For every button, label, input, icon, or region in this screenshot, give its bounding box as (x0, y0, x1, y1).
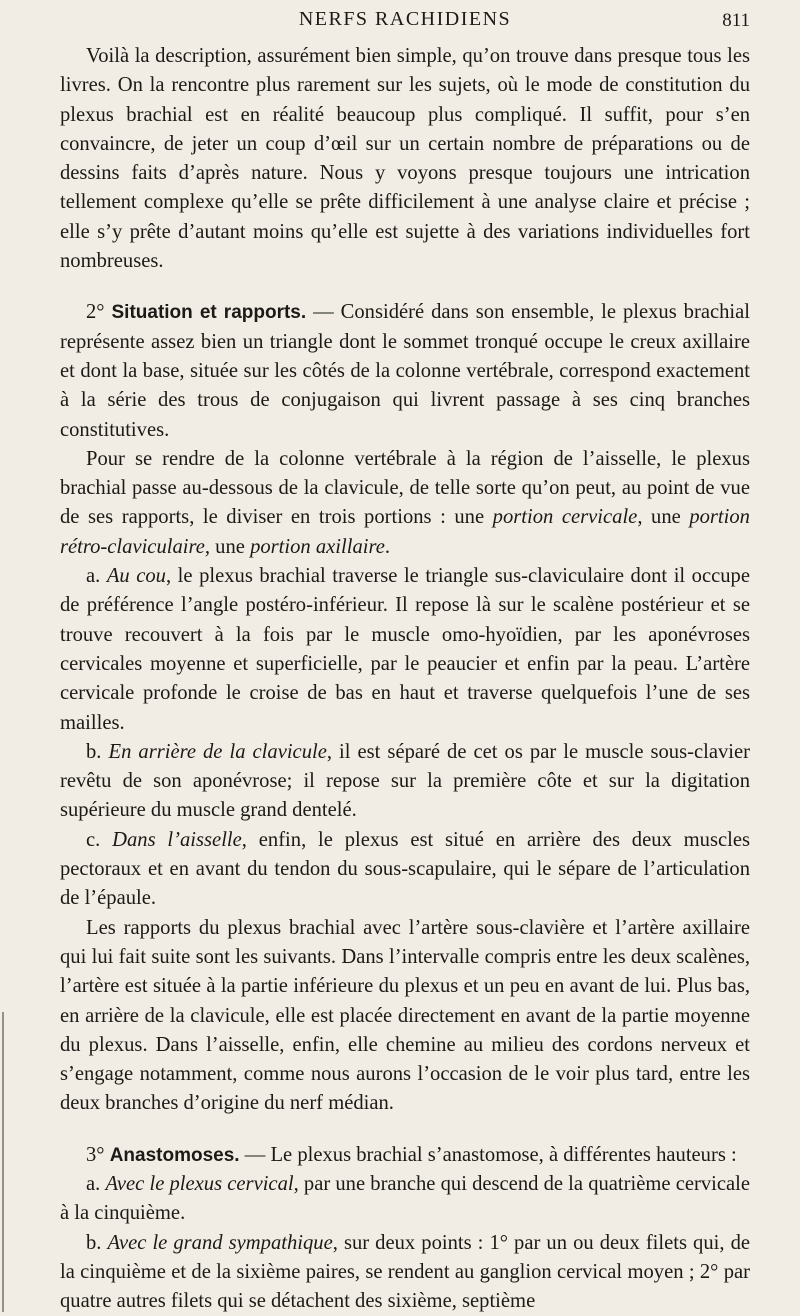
body-text (60, 42, 750, 1316)
paragraph-text: Les rapports du plexus brachial avec l’artère sous-clavière et l’artère axillaire qui lui fait suite sont les suivants. Dans l’intervalle compris entre les deux scalènes, l’artère est située à la partie inférieure du plexus et un peu en avant de lui. Plus bas, en arrière de la clavicule, elle est placée directement en avant de la partie moyenne du plexus. Dans l’aisselle, enfin, elle chemine au milieu des cordons nerveux et s’engage notamment, comme nous aurons l’occasion de le voir plus tard, entre les deux branches d’origine du nerf médian. (60, 916, 750, 1115)
paragraph-text: , sur deux points : 1° par un ou deux filets qui, de la cinquième et de la sixième paires, se rendent au ganglion cervical moyen ; 2° par quatre autres filets qui se détachent des sixième, septième (60, 1231, 751, 1313)
paragraph-plexus-cervical (60, 1170, 750, 1229)
paragraph-text: , par une branche qui descend de la quatrième cervicale à la cinquième. (60, 1172, 750, 1225)
item-heading: Dans l’aisselle (112, 828, 242, 851)
paragraph-aisselle (60, 826, 750, 914)
paragraph-text: Pour se rendre de la colonne vertébrale à la région de l’aisselle, le plexus brachial passe au-dessous de la clavicule, de telle sorte qu’on peut, au point de vue de ses rapports, le diviser en trois portions : une (60, 447, 750, 529)
paragraph-text: , le plexus brachial traverse le triangle sus-claviculaire dont il occupe de préférence l’angle postéro-inférieur. Il repose là sur le scalène postérieur et se trouve recouvert à la fois par le muscle omo-hyoïdien, par les aponévroses cervicales moyenne et superficielle, par le peaucier et enfin par la peau. L’artère cervicale profonde le croise de bas en haut et traverse quelquefois l’une de ses mailles. (60, 565, 750, 734)
paragraph-text: , enfin, le plexus est situé en arrière des deux muscles pectoraux et en avant du tendon du sous-scapulaire, qui le sépare de l’articulation de l’épaule. (60, 828, 751, 910)
paragraph-text: — Le plexus brachial s’anastomose, à différentes hauteurs : (239, 1143, 737, 1166)
paragraph-text: , il est séparé de cet os par le muscle sous-clavier revêtu de son aponévrose; il repose sur la première côte et sur la digitation supérieure du muscle grand dentelé. (60, 740, 750, 822)
page-header (60, 0, 750, 42)
page-edge-shadow (2, 1012, 4, 1312)
item-label: b. (86, 740, 109, 763)
paragraph-text: , une (637, 506, 690, 529)
section-heading: Anastomoses. (109, 1144, 240, 1166)
item-label: a. (86, 565, 107, 588)
paragraph-text: Voilà la description, assurément bien simple, qu’on trouve dans presque tous les livres. On la rencontre plus rarement sur les sujets, où le mode de constitution du plexus brachial est en réalité beaucoup plus compliqué. Il suffit, pour s’en convaincre, de jeter un coup d’œil sur un certain nombre de préparations ou de dessins faits d’après nature. Nous y voyons presque toujours une intrication tellement complexe qu’elle se prête difficilement à une analyse claire et précise ; elle s’y prête d’autant moins qu’elle est sujette à des variations individuelles fort nombreuses. (60, 45, 750, 273)
section-anastomoses (60, 1141, 750, 1170)
page-number: 811 (722, 10, 750, 31)
item-heading: Avec le grand sympathique (107, 1231, 333, 1254)
item-label: c. (86, 828, 113, 851)
paragraph-intro (60, 42, 750, 276)
paragraph-sympathique (60, 1229, 750, 1316)
section-situation-rapports (60, 298, 750, 444)
paragraph-clavicule (60, 738, 750, 826)
term-portion-axillaire: portion axillaire (250, 535, 385, 558)
section-number: 2° (86, 301, 105, 324)
item-label: b. (86, 1231, 108, 1254)
paragraph-au-cou (60, 562, 750, 738)
running-title: NERFS RACHIDIENS (298, 8, 512, 30)
item-heading: Au cou (106, 565, 166, 588)
section-heading: Situation et rapports. (111, 302, 307, 324)
item-heading: Avec le plexus cervical (105, 1172, 294, 1195)
paragraph-text: . (384, 535, 391, 558)
paragraph-text: — Considéré dans son ensemble, le plexus brachial représente assez bien un triangle dont le sommet tronqué occupe le creux axillaire et dont la base, située sur les côtés de la colonne vertébrale, correspond exactement à la série des trous de conjugaison qui livrent passage à ses cinq branches constitutives. (60, 301, 750, 441)
paragraph-text: , une (204, 535, 251, 558)
term-portion-retro-claviculaire: portion rétro-claviculaire (60, 506, 750, 558)
section-number: 3° (86, 1143, 105, 1166)
term-portion-cervicale: portion cervicale (492, 506, 638, 529)
item-label: a. (86, 1172, 106, 1195)
paragraph-rapports-arteres (60, 914, 750, 1119)
item-heading: En arrière de la clavicule (108, 740, 327, 763)
paragraph-portions (60, 445, 750, 562)
